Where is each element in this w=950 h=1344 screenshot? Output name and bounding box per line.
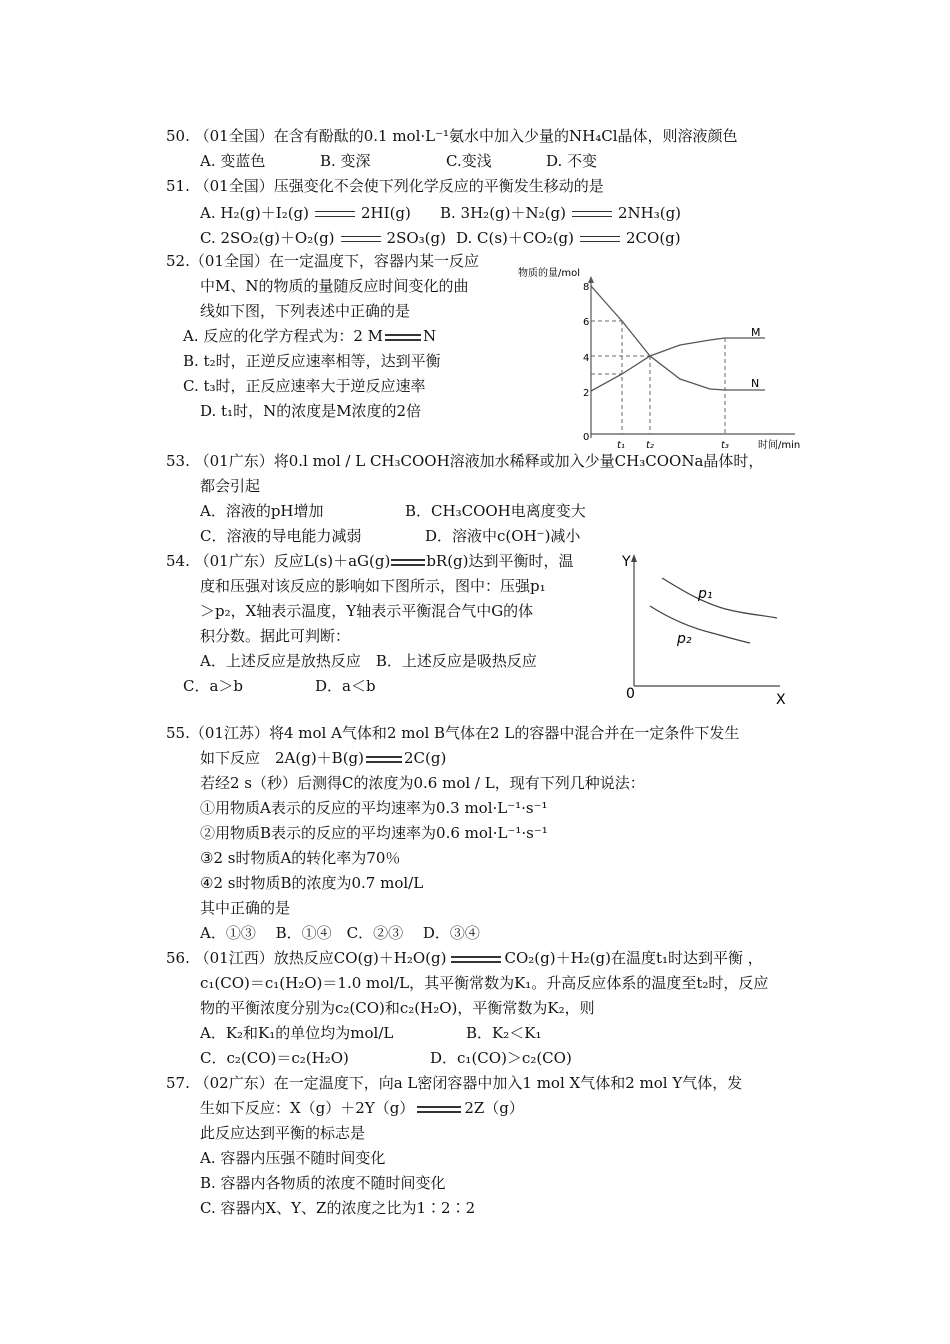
q54-stem-line1: 54. （01广东）反应L(s)＋aG(g) bR(g)达到平衡时，温 [166, 552, 574, 570]
equilibrium-arrow-icon [366, 753, 402, 765]
graph1-origin: 0 [583, 432, 590, 443]
q54-option-ab: A．上述反应是放热反应 B．上述反应是吸热反应 [200, 652, 537, 670]
q53-stem-line1: 53. （01广东）将0.l mol / L CH₃COOH溶液加水稀释或加入少量CH₃COONa晶体时， [166, 452, 764, 470]
q55-statement-1: ①用物质A表示的反应的平均速率为0.3 mol·L⁻¹·s⁻¹ [200, 799, 548, 817]
q55-stem-line2: 如下反应 2A(g)＋B(g) 2C(g) [200, 749, 447, 767]
q55-statement-2: ②用物质B表示的反应的平均速率为0.6 mol·L⁻¹·s⁻¹ [200, 824, 548, 842]
q57-option-c: C. 容器内X、Y、Z的浓度之比为1∶2∶2 [200, 1199, 476, 1217]
q51-option-c: C. 2SO₂(g)＋O₂(g) 2SO₃(g) [200, 229, 446, 247]
q52-option-a: A. 反应的化学方程式为：2 M N [183, 327, 437, 345]
equilibrium-arrow-icon [580, 233, 620, 245]
q51-option-a: A. H₂(g)＋I₂(g) 2HI(g) [200, 204, 411, 222]
q53-option-d: D．溶液中c(OH⁻)减小 [425, 527, 581, 545]
graph1-xlabel: 时间/min [758, 440, 801, 450]
q53-option-b: B．CH₃COOH电离度变大 [405, 502, 586, 520]
graph1-ytick-2: 2 [583, 388, 590, 399]
graph1-ylabel: 物质的量/mol [518, 268, 581, 279]
q55-stem-line8: 其中正确的是 [200, 899, 291, 917]
equilibrium-arrow-icon [341, 233, 381, 245]
q53-stem-line2: 都会引起 [200, 477, 261, 495]
graph1-label-t2: t₂ [646, 440, 654, 450]
graph2-ylabel: Y [622, 554, 631, 570]
graph2-label-p1: p₁ [698, 586, 713, 602]
graph1-ytick-6: 6 [583, 317, 590, 328]
q50-option-d: D. 不变 [546, 152, 598, 170]
equilibrium-arrow-icon [385, 331, 421, 343]
graph2-label-p2: p₂ [677, 631, 692, 647]
q55-statement-4: ④2 s时物质B的浓度为0.7 mol/L [200, 874, 424, 892]
q52-stem-line2: 中M、N的物质的量随反应时间变化的曲 [200, 277, 469, 295]
q52-option-d: D. t₁时，N的浓度是M浓度的2倍 [200, 402, 422, 420]
graph1-label-m: M [751, 326, 761, 339]
q54-graph [612, 548, 797, 708]
q56-stem-line2: c₁(CO)＝c₁(H₂O)＝1.0 mol/L，其平衡常数为K₁。升高反应体系的温度至t₂时，反应 [200, 974, 769, 992]
equilibrium-arrow-icon [572, 208, 612, 220]
q54-stem-line3: ＞p₂，X轴表示温度，Y轴表示平衡混合气中G的体 [200, 602, 534, 620]
q50-stem: 50. （01全国）在含有酚酞的0.1 mol·L⁻¹氨水中加入少量的NH₄Cl晶体，则溶液颜色 [166, 127, 738, 145]
q52-stem-line1: 52.（01全国）在一定温度下，容器内某一反应 [166, 252, 479, 270]
q57-option-a: A. 容器内压强不随时间变化 [200, 1149, 386, 1167]
q56-option-a: A．K₂和K₁的单位均为mol/L [200, 1024, 394, 1042]
q52-stem-line3: 线如下图，下列表述中正确的是 [200, 302, 411, 320]
q51-option-d: D. C(s)＋CO₂(g) 2CO(g) [456, 229, 681, 247]
graph1-ytick-4: 4 [583, 353, 590, 364]
graph1-ytick-8: 8 [583, 282, 590, 293]
q55-stem-line3: 若经2 s（秒）后测得C的浓度为0.6 mol / L，现有下列几种说法： [200, 774, 645, 792]
q51-stem: 51. （01全国）压强变化不会使下列化学反应的平衡发生移动的是 [166, 177, 604, 195]
q57-stem-line2: 生如下反应：X（g）＋2Y（g） 2Z（g） [200, 1099, 524, 1117]
q51-option-b: B. 3H₂(g)＋N₂(g) 2NH₃(g) [440, 204, 682, 222]
graph2-origin: 0 [626, 686, 635, 702]
graph2-y-arrow-icon [631, 554, 637, 562]
q56-option-d: D．c₁(CO)＞c₂(CO) [430, 1049, 572, 1067]
equilibrium-arrow-icon [451, 953, 501, 965]
q57-stem-line1: 57. （02广东）在一定温度下，向a L密闭容器中加入1 mol X气体和2 mol Y气体，发 [166, 1074, 743, 1092]
q55-statement-3: ③2 s时物质A的转化率为70％ [200, 849, 401, 867]
q53-option-a: A．溶液的pH增加 [200, 502, 324, 520]
graph1-label-n: N [751, 377, 760, 390]
equilibrium-arrow-icon [315, 208, 355, 220]
q57-stem-line3: 此反应达到平衡的标志是 [200, 1124, 366, 1142]
graph1-curve-m [591, 338, 765, 391]
q52-graph [510, 262, 810, 450]
q54-stem-line2: 度和压强对该反应的影响如下图所示，图中：压强p₁ [200, 577, 546, 595]
q56-stem-line1: 56. （01江西）放热反应CO(g)＋H₂O(g) CO₂(g)＋H₂(g)在温度t₁时达到平衡 ， [166, 949, 763, 967]
graph2-xlabel: X [776, 692, 786, 708]
q56-option-c: C．c₂(CO)＝c₂(H₂O) [200, 1049, 349, 1067]
q50-option-a: A. 变蓝色 [200, 152, 266, 170]
graph1-label-t3: t₃ [721, 440, 729, 450]
q52-option-c: C. t₃时，正反应速率大于逆反应速率 [183, 377, 426, 395]
q54-stem-line4: 积分数。据此可判断： [200, 627, 351, 645]
q52-option-b: B. t₂时，正逆反应速率相等，达到平衡 [183, 352, 441, 370]
graph2-curve-p1 [662, 578, 777, 618]
q55-stem-line1: 55.（01江苏）将4 mol A气体和2 mol B气体在2 L的容器中混合并在一定条件下发生 [166, 724, 740, 742]
q54-option-d: D．a＜b [315, 677, 376, 695]
q54-option-c: C．a＞b [183, 677, 244, 695]
q50-option-c: C.变浅 [446, 152, 492, 170]
q50-option-b: B. 变深 [320, 152, 371, 170]
q56-stem-line3: 物的平衡浓度分别为c₂(CO)和c₂(H₂O)，平衡常数为K₂，则 [200, 999, 595, 1017]
graph1-label-t1: t₁ [617, 440, 625, 450]
q56-option-b: B．K₂＜K₁ [466, 1024, 542, 1042]
q55-options: A．①③ B．①④ C．②③ D．③④ [200, 924, 480, 942]
equilibrium-arrow-icon [417, 1103, 461, 1115]
q53-option-c: C．溶液的导电能力减弱 [200, 527, 362, 545]
q57-option-b: B. 容器内各物质的浓度不随时间变化 [200, 1174, 446, 1192]
equilibrium-arrow-icon [391, 556, 425, 568]
